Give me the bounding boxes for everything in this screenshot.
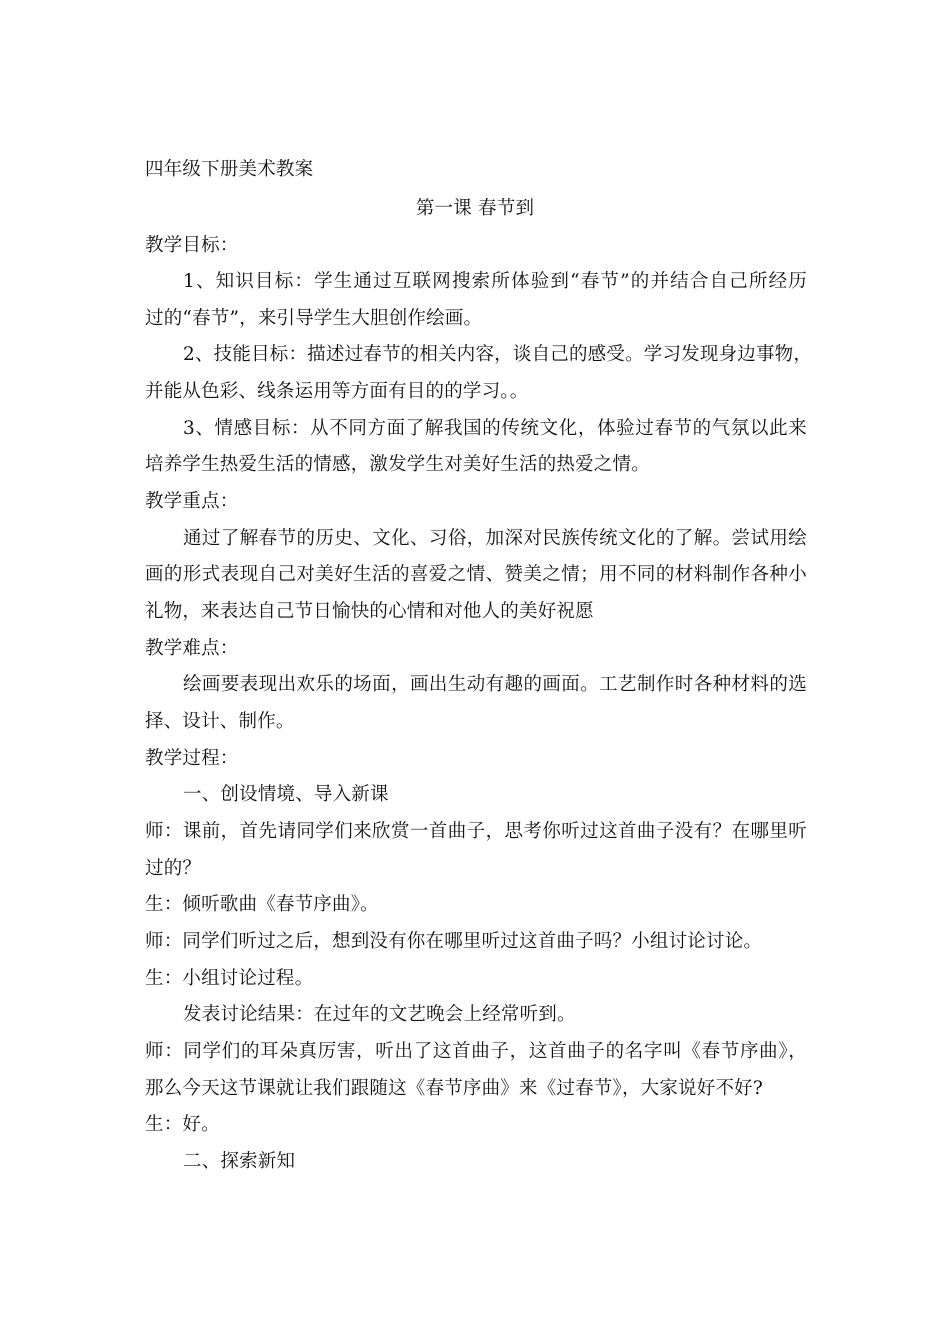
- subsection-heading: 二、探索新知: [183, 1151, 296, 1172]
- paragraph-line: 2、技能目标：描述过春节的相关内容，谈自己的感受。学习发现身边事物，: [183, 344, 813, 365]
- paragraph-line: 师：同学们的耳朵真厉害，听出了这首曲子，这首曲子的名字叫《春节序曲》，: [145, 1041, 807, 1062]
- subsection-heading: 一、创设情境、导入新课: [183, 784, 389, 805]
- paragraph-line: 生：倾听歌曲《春节序曲》。: [145, 894, 379, 915]
- paragraph-line: 师：课前，首先请同学们来欣赏一首曲子，思考你听过这首曲子没有？在哪里听: [145, 821, 807, 842]
- paragraph-line: 并能从色彩、线条运用等方面有目的的学习。。: [145, 381, 529, 402]
- section-heading-objectives: 教学目标：: [145, 235, 239, 256]
- paragraph-line: 3、情感目标：从不同方面了解我国的传统文化，体验过春节的气氛以此来: [183, 418, 807, 439]
- lesson-title: 第一课 春节到: [415, 198, 535, 219]
- paragraph-line: 培养学生热爱生活的情感，激发学生对美好生活的热爱之情。: [145, 454, 650, 475]
- document-header: 四年级下册美术教案: [145, 159, 314, 180]
- paragraph-line: 生：好。: [145, 1114, 220, 1135]
- paragraph-line: 礼物，来表达自己节日愉快的心情和对他人的美好祝愿: [145, 601, 594, 622]
- section-heading-key-points: 教学重点：: [145, 491, 239, 512]
- section-heading-difficulties: 教学难点：: [145, 638, 239, 659]
- paragraph-line: 画的形式表现自己对美好生活的喜爱之情、赞美之情；用不同的材料制作各种小: [145, 564, 807, 585]
- paragraph-line: 过的“春节”，来引导学生大胆创作绘画。: [145, 308, 483, 329]
- paragraph-line: 生：小组讨论过程。: [145, 968, 314, 989]
- paragraph-line: 择、设计、制作。: [145, 711, 295, 732]
- paragraph-line: 绘画要表现出欢乐的场面，画出生动有趣的画面。工艺制作时各种材料的选: [183, 674, 807, 695]
- paragraph-line: 那么今天这节课就让我们跟随这《春节序曲》来《过春节》，大家说好不好?: [145, 1078, 763, 1099]
- paragraph-line: 发表讨论结果：在过年的文艺晚会上经常听到。: [183, 1004, 576, 1025]
- paragraph-line: 1、知识目标：学生通过互联网搜索所体验到“春节”的并结合自己所经历: [183, 271, 807, 292]
- paragraph-line: 过的？: [145, 858, 202, 879]
- section-heading-process: 教学过程：: [145, 748, 239, 769]
- paragraph-line: 通过了解春节的历史、文化、习俗，加深对民族传统文化的了解。尝试用绘: [183, 528, 807, 549]
- paragraph-line: 师：同学们听过之后，想到没有你在哪里听过这首曲子吗？小组讨论讨论。: [145, 931, 763, 952]
